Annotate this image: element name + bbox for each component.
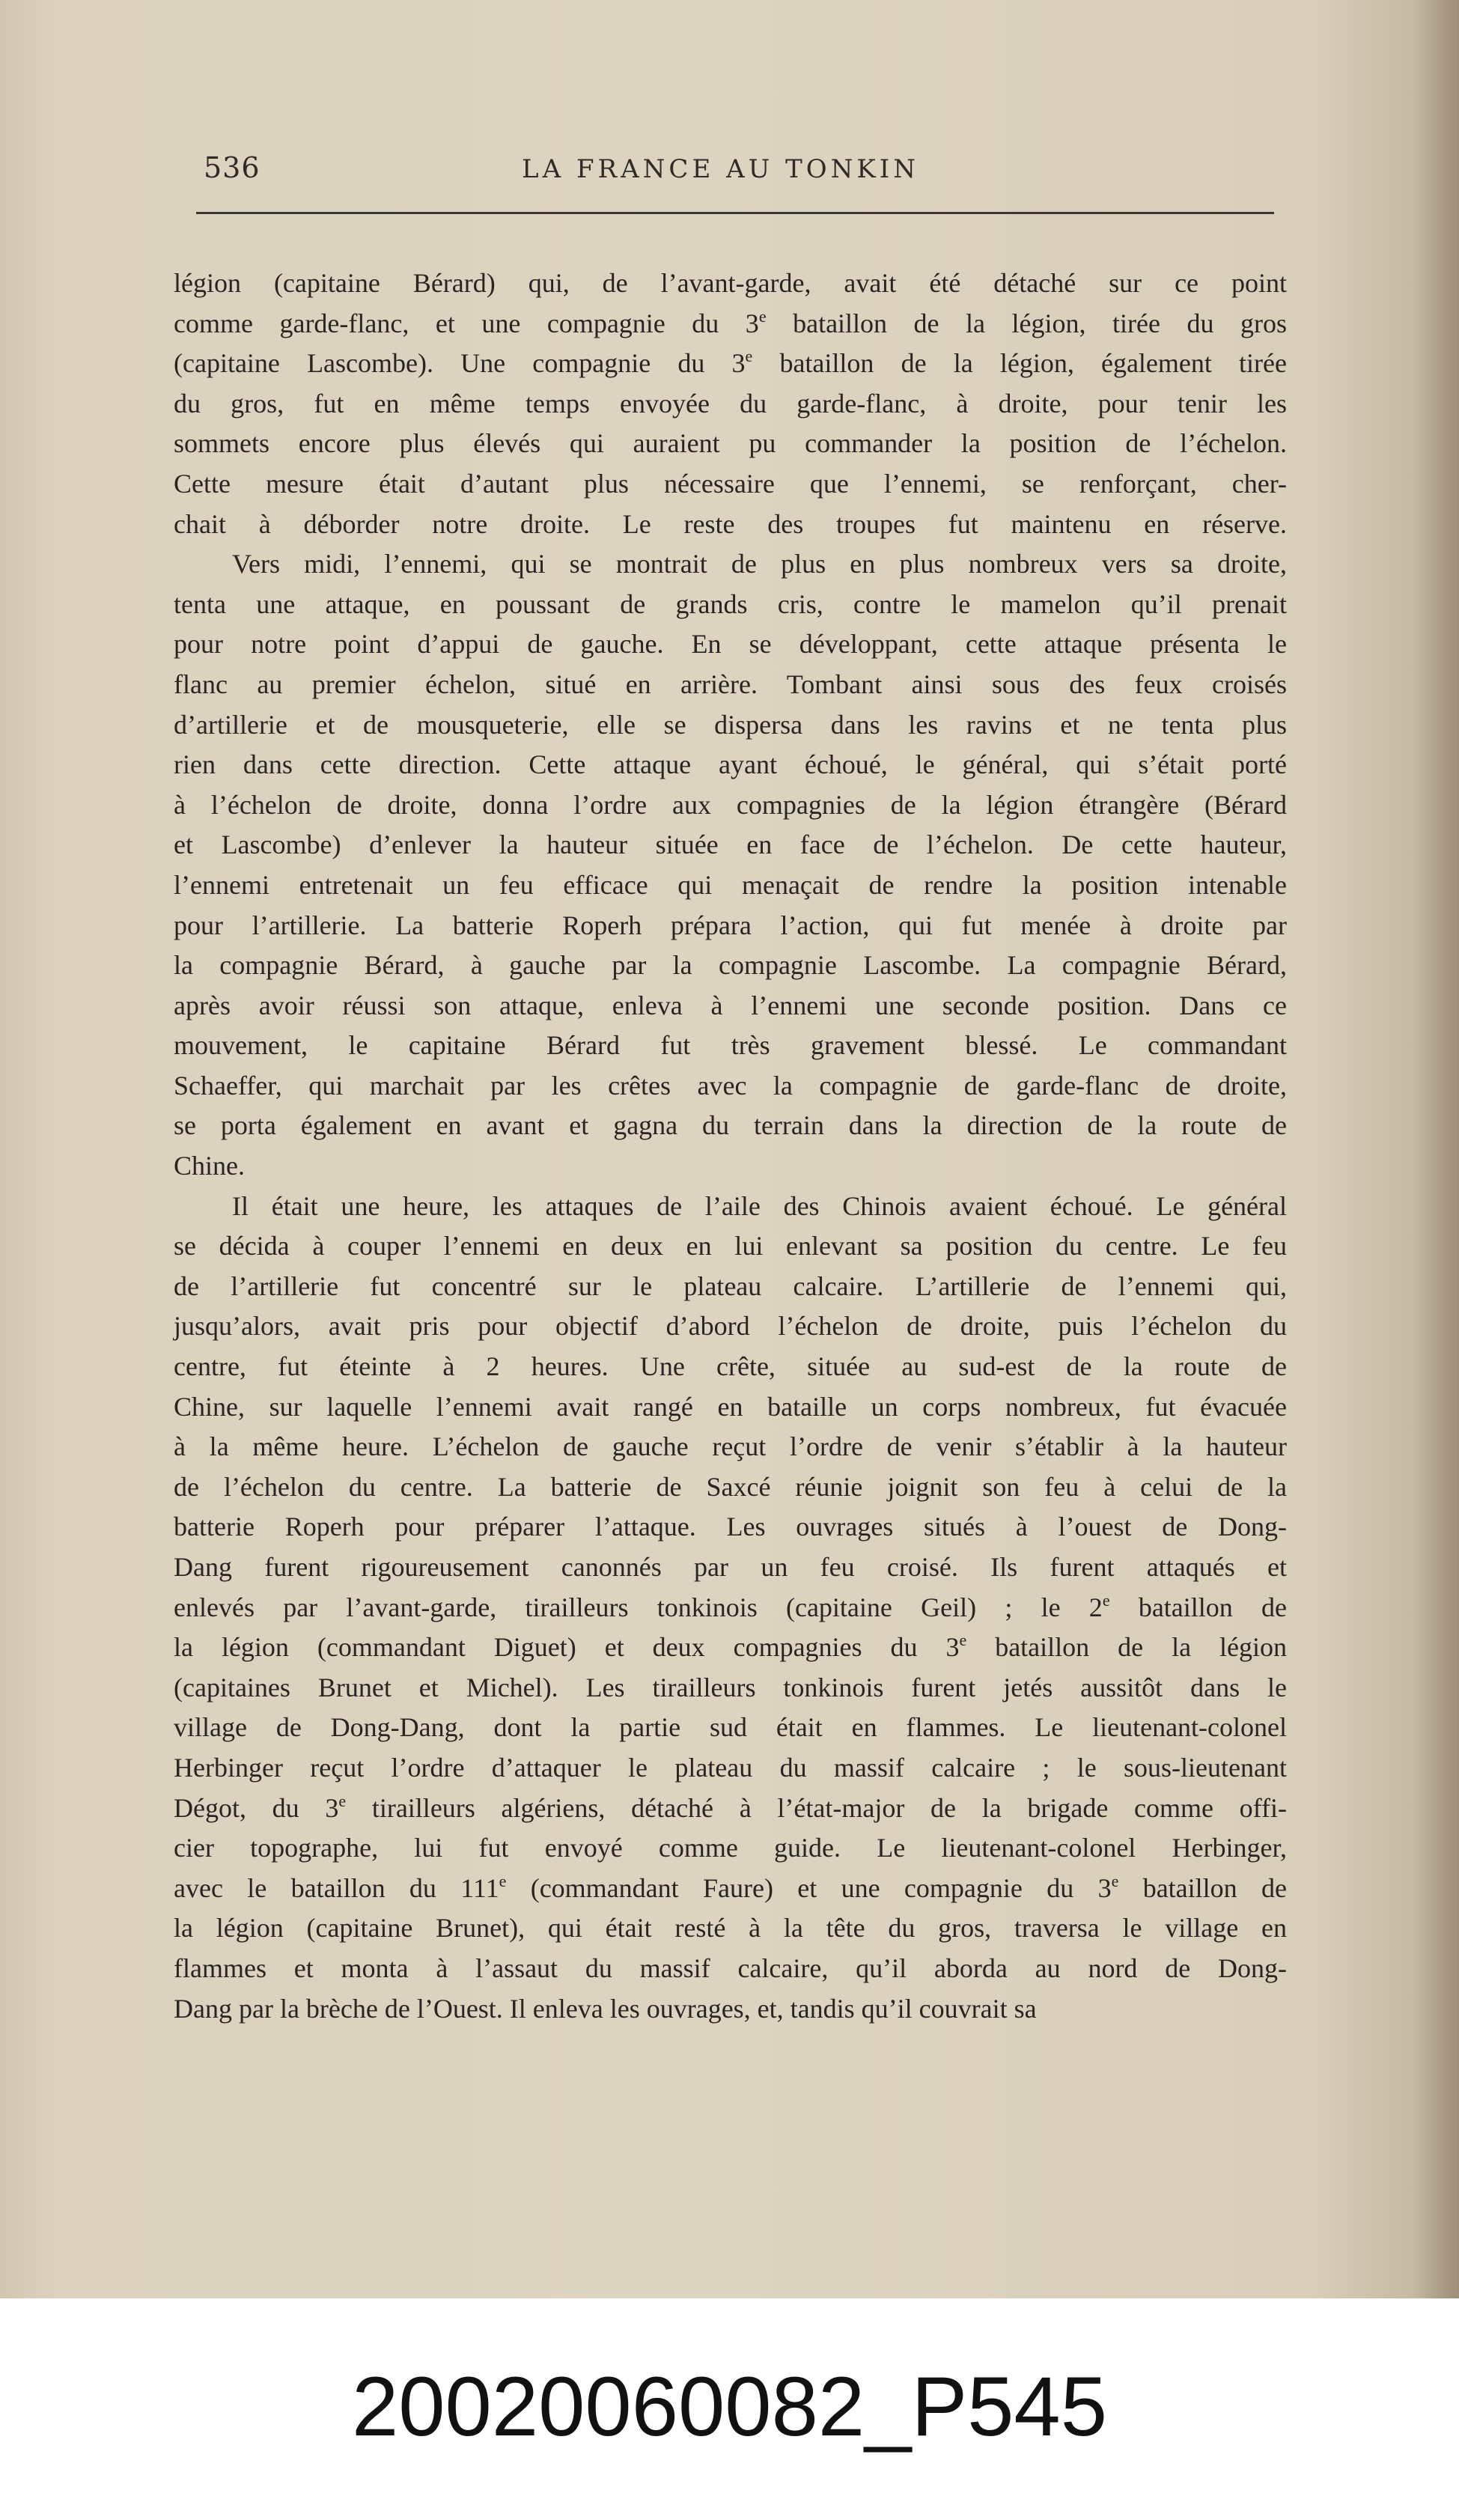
- text-line: de l’échelon du centre. La batterie de Saxcé réunie joignit son feu à celui de la: [174, 1471, 1287, 1502]
- text-line: de l’artillerie fut concentré sur le plateau calcaire. L’artillerie de l’ennemi qui,: [174, 1270, 1287, 1301]
- text-line: avec le bataillon du 111e (commandant Faure) et une compagnie du 3e bataillon de: [174, 1871, 1287, 1903]
- text-line: la compagnie Bérard, à gauche par la compagnie Lascombe. La compagnie Bérard,: [174, 950, 1287, 981]
- page-number: 536: [204, 151, 261, 184]
- text-line: village de Dong-Dang, dont la partie sud était en flammes. Le lieutenant-colonel: [174, 1712, 1287, 1743]
- text-line: Cette mesure était d’autant plus nécessaire que l’ennemi, se renforçant, cher-: [174, 468, 1287, 499]
- text-line: (capitaines Brunet et Michel). Les tirailleurs tonkinois furent jetés aussitôt dans le: [174, 1672, 1287, 1702]
- text-line: Chine.: [174, 1151, 245, 1181]
- text-line: l’ennemi entretenait un feu efficace qui menaçait de rendre la position intenable: [174, 869, 1287, 900]
- text-line: flammes et monta à l’assaut du massif calcaire, qu’il aborda au nord de Dong-: [174, 1953, 1287, 1983]
- text-line: enlevés par l’avant-garde, tirailleurs tonkinois (capitaine Geil) ; le 2e bataillon de: [174, 1590, 1288, 1622]
- text-line: batterie Roperh pour préparer l’attaque. Les ouvrages situés à l’ouest de Dong-: [174, 1512, 1287, 1542]
- text-line: à l’échelon de droite, donna l’ordre aux compagnies de la légion étrangère (Bérard: [174, 789, 1287, 820]
- text-line: et Lascombe) d’enlever la hauteur située en face de l’échelon. De cette hauteur,: [174, 830, 1287, 860]
- text-line: légion (capitaine Bérard) qui, de l’avant-garde, avait été détaché sur ce point: [174, 268, 1287, 298]
- text-line: chait à déborder notre droite. Le reste des troupes fut maintenu en réserve.: [174, 508, 1287, 539]
- text-line: mouvement, le capitaine Bérard fut très gravement blessé. Le commandant: [174, 1030, 1287, 1061]
- text-line: pour l’artillerie. La batterie Roperh prépara l’action, qui fut menée à droite par: [174, 910, 1287, 940]
- text-line: à la même heure. L’échelon de gauche reçut l’ordre de venir s’établir à la hauteur: [174, 1431, 1287, 1462]
- running-title: LA FRANCE AU TONKIN: [522, 154, 919, 184]
- text-line: tenta une attaque, en poussant de grands cris, contre le mamelon qu’il prenait: [174, 588, 1287, 619]
- body-text: [174, 264, 1287, 2029]
- text-line: cier topographe, lui fut envoyé comme guide. Le lieutenant-colonel Herbinger,: [174, 1833, 1287, 1863]
- text-line: jusqu’alors, avait pris pour objectif d’abord l’échelon de droite, puis l’échelon du: [174, 1311, 1287, 1342]
- caption-band: [0, 2298, 1459, 2520]
- text-line: comme garde-flanc, et une compagnie du 3e bataillon de la légion, tirée du gros: [174, 306, 1287, 338]
- file-label: 20020060082_P545: [351, 2360, 1108, 2453]
- text-line: d’artillerie et de mousqueterie, elle se dispersa dans les ravins et ne tenta plus: [174, 709, 1287, 740]
- text-line: après avoir réussi son attaque, enleva à l’ennemi une seconde position. Dans ce: [174, 990, 1287, 1020]
- text-line: flanc au premier échelon, situé en arrière. Tombant ainsi sous des feux croisés: [174, 669, 1287, 699]
- text-line: Dang par la brèche de l’Ouest. Il enleva les ouvrages, et, tandis qu’il couvrait sa: [174, 1993, 1037, 2024]
- header-rule: [196, 212, 1274, 214]
- text-line: rien dans cette direction. Cette attaque ayant échoué, le général, qui s’était porté: [174, 749, 1287, 780]
- text-line: Il était une heure, les attaques de l’aile des Chinois avaient échoué. Le général: [232, 1190, 1287, 1221]
- text-line: la légion (capitaine Brunet), qui était resté à la tête du gros, traversa le village en: [174, 1913, 1287, 1944]
- text-line: Dang furent rigoureusement canonnés par un feu croisé. Ils furent attaqués et: [174, 1552, 1287, 1582]
- text-line: du gros, fut en même temps envoyée du garde-flanc, à droite, pour tenir les: [174, 388, 1287, 419]
- text-line: (capitaine Lascombe). Une compagnie du 3e bataillon de la légion, également tirée: [174, 347, 1288, 379]
- running-header: [196, 151, 1282, 196]
- text-line: Schaeffer, qui marchait par les crêtes avec la compagnie de garde-flanc de droite,: [174, 1070, 1287, 1101]
- page-edge-shadow: [1414, 0, 1459, 2298]
- text-line: Chine, sur laquelle l’ennemi avait rangé en bataille un corps nombreux, fut évacuée: [174, 1391, 1287, 1422]
- text-line: se porta également en avant et gagna du terrain dans la direction de la route de: [174, 1110, 1287, 1141]
- text-line: se décida à couper l’ennemi en deux en lui enlevant sa position du centre. Le feu: [174, 1231, 1287, 1261]
- text-line: centre, fut éteinte à 2 heures. Une crête, située au sud-est de la route de: [174, 1351, 1287, 1382]
- text-line: sommets encore plus élevés qui auraient pu commander la position de l’échelon.: [174, 428, 1287, 459]
- text-line: pour notre point d’appui de gauche. En se développant, cette attaque présenta le: [174, 629, 1287, 660]
- text-line: Vers midi, l’ennemi, qui se montrait de plus en plus nombreux vers sa droite,: [232, 549, 1287, 579]
- text-line: la légion (commandant Diguet) et deux compagnies du 3e bataillon de la légion: [174, 1631, 1287, 1663]
- text-line: Dégot, du 3e tirailleurs algériens, détaché à l’état-major de la brigade comme offi-: [174, 1791, 1287, 1823]
- text-line: Herbinger reçut l’ordre d’attaquer le plateau du massif calcaire ; le sous-lieutenant: [174, 1752, 1287, 1783]
